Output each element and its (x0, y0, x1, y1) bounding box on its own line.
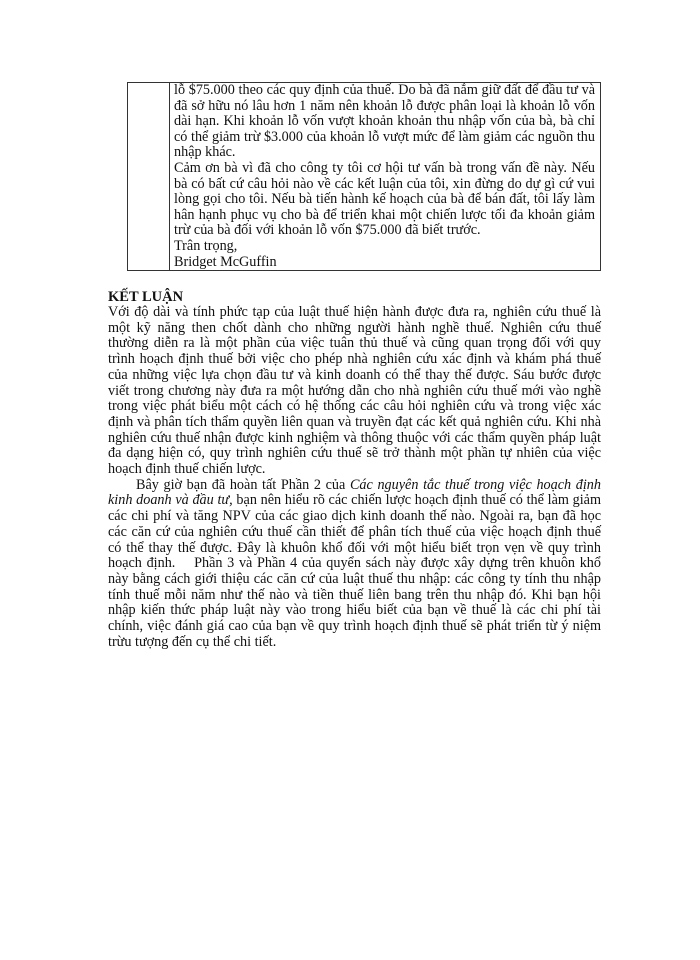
letter-line: Cảm ơn bà vì đã cho công ty tôi cơ hội tư vấn bà trong vấn đề này. Nếu (174, 159, 595, 176)
paragraph-2 (108, 478, 601, 651)
letter-line: nhập khác. (174, 144, 236, 161)
body-line: chính, việc đánh giá cao của bạn về quy trình hoạch định thuế sẽ phát triển từ ý niệm (108, 618, 601, 635)
body-line: đa dạng hiện có, quy trình nghiên cứu thuế sẽ trở thành một phần tự nhiên của việc (108, 445, 601, 462)
letter-line: trừ của bà đối với khoản lỗ vốn $75.000 đã biết trước. (174, 222, 481, 239)
letter-text-cell (170, 83, 601, 271)
body-line: nghiên cứu thuế nhận được kinh nghiệm và thông thuộc với các thẩm quyền pháp luật (108, 429, 601, 446)
letter-line: lỗ $75.000 theo các quy định của thuế. Do bà đã nắm giữ đất để đầu tư và (174, 82, 595, 98)
body-line: tính thuế mỗi năm như thế nào và tiền thuế liên bang trên thu nhập đó. Khi bạn hội (108, 586, 601, 603)
body-line: nhập kiến thức pháp luật này vào trong hiểu biết của bạn về thuế là các chi phí tài (108, 602, 601, 619)
letter-line: hân hạnh phục vụ cho bà để triển khai một chiến lược tối đa khoản giảm (174, 206, 595, 223)
book-title-italic: kinh doanh và đầu tư, (108, 492, 233, 509)
body-line: viết trong chương này đưa ra một hướng dẫn cho nhà nghiên cứu thuế mới vào nghề (108, 382, 601, 399)
letter-signature: Bridget McGuffin (174, 253, 277, 270)
body-line: các chi phí và tăng NPV của các giao dịch kinh doanh thế nào. Ngoài ra, bạn đã học (108, 508, 601, 525)
paragraph-1 (108, 305, 601, 478)
letter-table (127, 82, 601, 271)
text-run: bạn nên hiểu rõ các chiến lược hoạch định thuế có thể làm giảm (232, 492, 602, 509)
body-line: thường diễn ra là một phần của việc tuân thủ thuế và cũng quan trọng đối với quy (108, 335, 601, 352)
body-line: các căn cứ của nghiên cứu thuế cần thiết để phân tích thuế của việc hoạch định thuế (108, 523, 601, 540)
letter-line: lòng gọi cho tôi. Nếu bà tiến hành kế hoạch của bà để bán đất, tôi lấy làm (174, 191, 595, 208)
body-line: trong việc phát biểu một cách có hệ thống các câu hỏi nghiên cứu và trong việc xác (108, 398, 601, 415)
body-line (108, 478, 601, 494)
letter-line: đã sở hữu nó lâu hơn 1 năm nên khoản lỗ được phân loại là khoản lỗ vốn (174, 97, 595, 114)
letter-line: bà có bất cứ câu hỏi nào về các kết luận của tôi, xin đừng do dự gì cứ vui (174, 175, 595, 192)
body-line: một kỹ năng then chốt dành cho những người hành nghề thuế. Nghiên cứu thuế (108, 319, 601, 336)
conclusion-section (108, 289, 601, 650)
body-line: định và phân tích thẩm quyền liên quan và truyền đạt các kết quả nghiên cứu. Khi nhà (108, 413, 601, 430)
body-line: trình hoạch định thuế bởi việc cho phép nhà nghiên cứu xác định và khám phá thuế (108, 351, 601, 368)
empty-left-cell (128, 83, 170, 271)
letter-line: có thể giảm trừ $3.000 của khoản lỗ vượt mức để làm giảm các nguồn thu (174, 128, 595, 145)
body-line: Với độ dài và tính phức tạp của luật thuế hiện hành được đưa ra, nghiên cứu thuế là (108, 304, 601, 320)
body-line: hoạch định. Phần 3 và Phần 4 của quyển sách này được xây dựng trên khuôn khổ (108, 555, 601, 572)
body-line (108, 493, 601, 509)
body-line: hoạch định thuế chiến lược. (108, 461, 266, 478)
body-line: của những việc lựa chọn đầu tư và kinh doanh có thể thay thế được. Sáu bước được (108, 366, 601, 383)
body-line: có thể thay thế được. Đây là khuôn khổ đối với một hiểu biết trọn vẹn về quy trình (108, 539, 601, 556)
body-line: này bằng cách giới thiệu các căn cứ của luật thuế thu nhập: các công ty tính thu nhập (108, 570, 601, 587)
section-heading: KẾT LUẬN (108, 289, 184, 305)
letter-line: dài hạn. Khi khoản lỗ vốn vượt khoản khoản thu nhập vốn của bà, bà chỉ (174, 113, 595, 130)
book-title-italic: Các nguyên tắc thuế trong việc hoạch định (349, 476, 601, 493)
body-line: trừu tượng đến cụ thể chi tiết. (108, 633, 277, 650)
letter-closing: Trân trọng, (174, 237, 238, 254)
text-run: Bây giờ bạn đã hoàn tất Phần 2 của (136, 476, 350, 493)
